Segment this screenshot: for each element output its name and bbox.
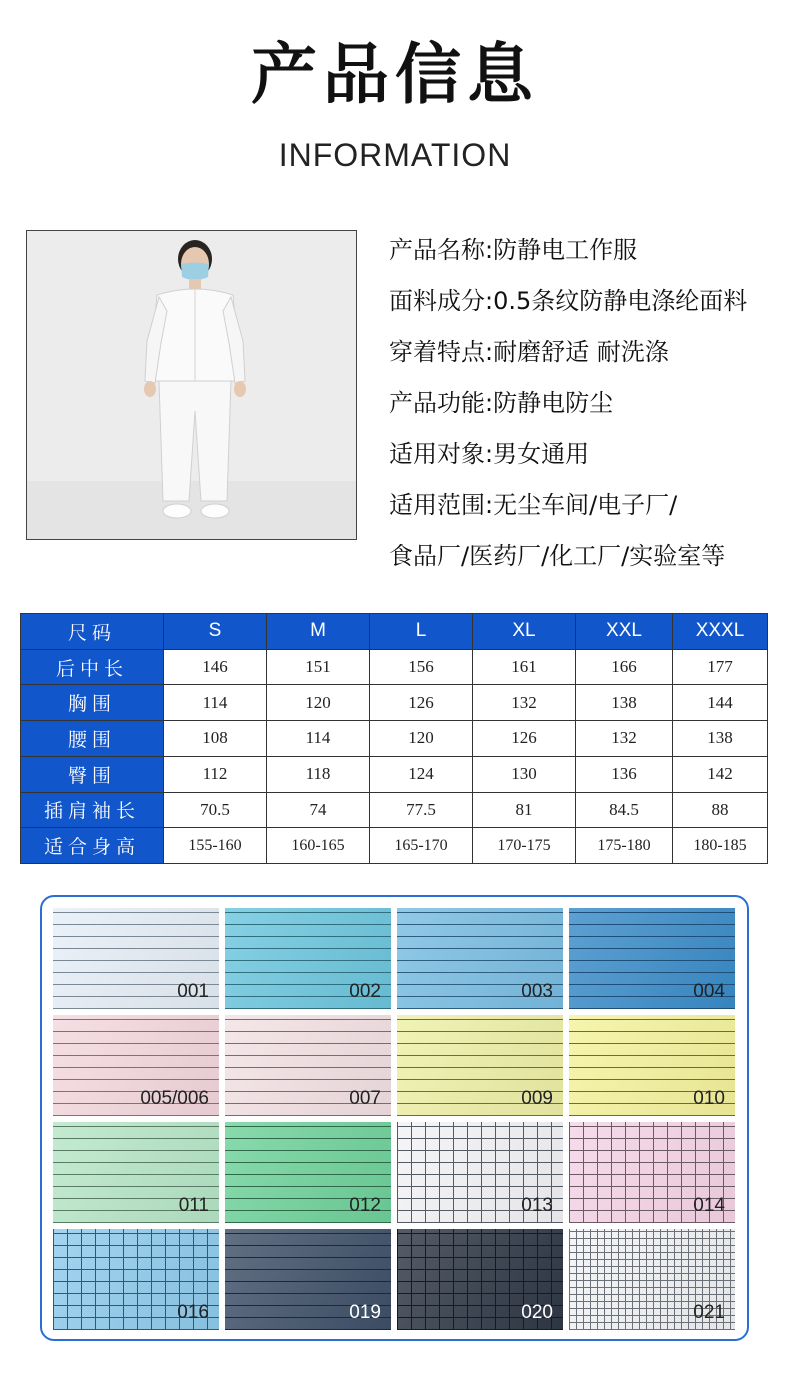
header-cell: XL bbox=[473, 614, 576, 650]
table-cell: 81 bbox=[473, 792, 576, 828]
table-cell: 166 bbox=[576, 649, 673, 685]
table-cell: 156 bbox=[370, 649, 473, 685]
table-row bbox=[21, 649, 768, 685]
size-table-header bbox=[21, 614, 768, 650]
swatch-code: 001 bbox=[177, 981, 209, 1002]
table-cell: 126 bbox=[370, 685, 473, 721]
fabric-swatch bbox=[397, 1229, 563, 1330]
product-photo bbox=[26, 230, 357, 540]
table-cell: 114 bbox=[164, 685, 267, 721]
swatch-code: 005/006 bbox=[140, 1088, 209, 1109]
table-cell: 88 bbox=[673, 792, 768, 828]
table-cell: 165-170 bbox=[370, 828, 473, 864]
info-function: 产品功能:防静电防尘 bbox=[389, 389, 614, 417]
table-cell: 138 bbox=[673, 721, 768, 757]
fabric-swatch bbox=[53, 1015, 219, 1116]
table-cell: 161 bbox=[473, 649, 576, 685]
swatch-code: 013 bbox=[521, 1195, 553, 1216]
swatch-code: 003 bbox=[521, 981, 553, 1002]
fabric-swatch-panel bbox=[40, 895, 749, 1341]
table-row bbox=[21, 828, 768, 864]
table-cell: 84.5 bbox=[576, 792, 673, 828]
table-row bbox=[21, 792, 768, 828]
table-cell: 170-175 bbox=[473, 828, 576, 864]
product-info bbox=[389, 230, 789, 587]
swatch-code: 009 bbox=[521, 1088, 553, 1109]
swatch-code: 020 bbox=[521, 1302, 553, 1323]
table-cell: 144 bbox=[673, 685, 768, 721]
fabric-swatch bbox=[397, 1122, 563, 1223]
row-header: 后中长 bbox=[21, 649, 164, 685]
table-cell: 132 bbox=[576, 721, 673, 757]
info-scope-cont: 食品厂/医药厂/化工厂/实验室等 bbox=[389, 542, 726, 570]
page-title: 产品信息 bbox=[251, 36, 539, 113]
table-cell: 180-185 bbox=[673, 828, 768, 864]
fabric-swatch bbox=[397, 908, 563, 1009]
swatch-code: 014 bbox=[693, 1195, 725, 1216]
info-wear-features: 穿着特点:耐磨舒适 耐洗涤 bbox=[389, 338, 669, 366]
table-cell: 155-160 bbox=[164, 828, 267, 864]
header-cell: 尺码 bbox=[21, 614, 164, 650]
table-cell: 175-180 bbox=[576, 828, 673, 864]
table-cell: 74 bbox=[267, 792, 370, 828]
table-cell: 120 bbox=[370, 721, 473, 757]
page-subtitle: INFORMATION bbox=[278, 137, 512, 173]
fabric-swatch bbox=[53, 908, 219, 1009]
fabric-swatch bbox=[397, 1015, 563, 1116]
table-cell: 70.5 bbox=[164, 792, 267, 828]
table-row bbox=[21, 756, 768, 792]
table-cell: 77.5 bbox=[370, 792, 473, 828]
table-cell: 138 bbox=[576, 685, 673, 721]
table-cell: 142 bbox=[673, 756, 768, 792]
fabric-swatch bbox=[225, 1122, 391, 1223]
fabric-swatch bbox=[569, 1229, 735, 1330]
table-cell: 108 bbox=[164, 721, 267, 757]
table-cell: 132 bbox=[473, 685, 576, 721]
header-cell: XXXL bbox=[673, 614, 768, 650]
swatch-code: 002 bbox=[349, 981, 381, 1002]
info-target: 适用对象:男女通用 bbox=[389, 440, 590, 468]
fabric-swatch bbox=[53, 1122, 219, 1223]
info-product-name: 产品名称:防静电工作服 bbox=[389, 236, 638, 264]
header-cell: M bbox=[267, 614, 370, 650]
fabric-swatch bbox=[225, 908, 391, 1009]
header-cell: XXL bbox=[576, 614, 673, 650]
fabric-swatch bbox=[569, 1122, 735, 1223]
fabric-swatch bbox=[569, 908, 735, 1009]
fabric-swatch bbox=[569, 1015, 735, 1116]
table-row bbox=[21, 685, 768, 721]
fabric-swatch bbox=[225, 1015, 391, 1116]
swatch-code: 012 bbox=[349, 1195, 381, 1216]
fabric-swatch bbox=[225, 1229, 391, 1330]
row-header: 插肩袖长 bbox=[21, 792, 164, 828]
table-cell: 124 bbox=[370, 756, 473, 792]
swatch-code: 021 bbox=[693, 1302, 725, 1323]
swatch-code: 010 bbox=[693, 1088, 725, 1109]
size-table bbox=[20, 613, 768, 864]
swatch-code: 011 bbox=[178, 1195, 209, 1216]
swatch-code: 004 bbox=[693, 981, 725, 1002]
row-header: 胸围 bbox=[21, 685, 164, 721]
table-cell: 118 bbox=[267, 756, 370, 792]
info-fabric: 面料成分:0.5条纹防静电涤纶面料 bbox=[389, 287, 748, 315]
row-header: 臀围 bbox=[21, 756, 164, 792]
swatch-code: 007 bbox=[349, 1088, 381, 1109]
fabric-swatch bbox=[53, 1229, 219, 1330]
table-row bbox=[21, 721, 768, 757]
swatch-code: 016 bbox=[177, 1302, 209, 1323]
header-cell: L bbox=[370, 614, 473, 650]
table-cell: 151 bbox=[267, 649, 370, 685]
table-cell: 112 bbox=[164, 756, 267, 792]
table-cell: 177 bbox=[673, 649, 768, 685]
row-header: 腰围 bbox=[21, 721, 164, 757]
table-cell: 126 bbox=[473, 721, 576, 757]
table-cell: 130 bbox=[473, 756, 576, 792]
info-scope: 适用范围:无尘车间/电子厂/ bbox=[389, 491, 678, 519]
table-cell: 146 bbox=[164, 649, 267, 685]
table-cell: 120 bbox=[267, 685, 370, 721]
table-cell: 136 bbox=[576, 756, 673, 792]
swatch-code: 019 bbox=[349, 1302, 381, 1323]
row-header: 适合身高 bbox=[21, 828, 164, 864]
table-cell: 160-165 bbox=[267, 828, 370, 864]
table-cell: 114 bbox=[267, 721, 370, 757]
header-cell: S bbox=[164, 614, 267, 650]
